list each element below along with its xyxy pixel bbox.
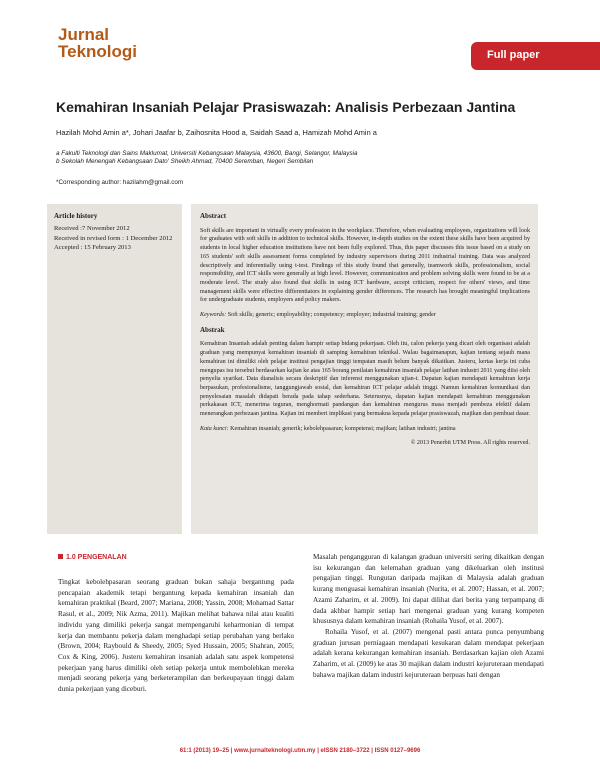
body-column-right [313,552,544,680]
history-accepted: Accepted : 15 February 2013 [54,243,131,251]
keywords-text: Soft skills; generic; employability; competency; employer; industrial training; gender [227,312,436,319]
history-received: Received :7 November 2012 [54,225,130,233]
abstract-heading: Abstract [200,212,227,220]
abstract-section [200,212,530,448]
abstract-text: Soft skills are important in virtually every profession in the workplace. Therefore, when evaluating employees, organizations will look for graduates with soft skills in addition to technical skills. However, in-depth studies on the extent these skills have been acquired by students in local higher education institutions have not been fully explored. Thus, this paper discusses this issue based on a study on 165 students' soft skills assessment forms completed by industry supervisors during 2011 industrial training. Data was analyzed descriptively and inferentially using t-test. Findings of this study found that generally, teamwork skills, professionalism, social responsibility, and ICT skills were generally at high level. However, communication and problem solving skills were found to be at a moderate level. The study also found that skills in using ICT hardware, accept criticism, respect for others' views, and time management skills were effective differentiators in explaining gender differences. The research has brought meaningful implications for undergraduate students, employers and policy makers. [200,227,530,304]
section-heading-text: 1.0 PENGENALAN [66,554,127,561]
section-heading [58,554,127,561]
abstrak-heading: Abstrak [200,325,225,334]
section-marker-icon [58,554,63,559]
badge-label: Full paper [487,49,540,61]
body-column-left [58,577,294,695]
affiliation-b: b Sekolah Menengah Kebangsaan Dato' Sheikh Ahmad, 70400 Seremban, Negeri Sembilan [56,158,314,165]
journal-logo-line2: Teknologi [58,42,138,61]
kata-kunci-text: Kemahiran insaniah; generik; kebolehpasaran; kompetensi; majikan; latihan industri; jantina [230,425,456,432]
keywords-label: Keywords: [200,312,227,319]
kata-kunci-label: Kata kunci: [200,425,229,432]
corresponding-author: *Corresponding author: hazilahm@gmail.com [56,179,184,186]
article-title: Kemahiran Insaniah Pelajar Prasiswazah: Analisis Perbezaan Jantina [56,99,516,115]
full-paper-badge [471,42,600,70]
copyright-notice: © 2013 Penerbit UTM Press. All rights reserved. [410,440,530,447]
body-paragraph-2: Rohaila Yusof, et al. (2007) mengenal pasti antara punca penyumbang graduan jurusan perniagaan mendapati kesukaran dalam mendapat pekerjaan adalah kerana kekurangan kemahiran insaniah. Berdasarkan kajian oleh Azami Zaharim, et al. (2009) ke atas 30 majikan dalam industri kejuruteraan mendapati bahawa majikan dalam industri kejuruteraan berpuas hati dengan [313,627,544,679]
affiliation-a: a Fakulti Teknologi dan Sains Maklumat, Universiti Kebangsaan Malaysia, 43600, Bangi, Selangor, Malaysia [56,150,358,157]
history-revised: Received in revised form : 1 December 2012 [54,234,173,242]
page-footer: 61:1 (2013) 19–25 | www.jurnalteknologi.utm.my | eISSN 2180–3722 | ISSN 0127–9696 [179,748,421,754]
intro-paragraph: Tingkat kebolehpasaran seorang graduan bukan sahaja bergantung pada pencapaian akademik tetapi bergantung kepada kemahiran insaniah dan kemahiran praktikal (Beard, 2007; Mariana, 2008; Yassin, 2008; Mohamad Sattar Rasul, et al., 2009; Nik Azma, 2011). Majikan melihat bahawa nilai atau kualiti individu yang dimiliki pekerja sangat mempengaruhi keharmonian di tempat kerja dan membantu pekerja dalam menghadapi setiap perubahan yang berlaku (Brown, 2004; Raybould & Sheedy, 2005; Syed Hussain, 2005; Shahran, 2005; Cox & King, 2006). Justeru kemahiran insaniah adalah satu aspek kompetensi pekerjaan yang harus dimiliki oleh setiap pekerja untuk membolehkan mereka menjadi seorang pekerja yang berketerampilan dan berkeupayaan tinggi dalam dunia pekerjaan yang diceburi. [58,578,294,694]
article-history-panel [47,204,182,534]
history-heading: Article history [54,212,98,220]
body-paragraph-1: Masalah pengangguran di kalangan graduan universiti sering dikaitkan dengan isu kekurangan dan kelemahan graduan yang dikeluarkan oleh institusi pengajian tinggi. Rungutan daripada majikan di Malaysia adalah graduan kurang menguasai kemahiran insaniah (Nurita, et al. 2007; Hassan, et al. 2007; Azami Zaharim, et al. 2009). Ini dapat dilihat dari berita yang terpampang di dada akhbar hampir setiap hari mengenai graduan yang kurang kompeten khususnya dalam kemahiran insaniah (Rohaila Yusof, et al. 2007). [313,553,544,626]
article-history [54,212,179,252]
journal-logo-line1: Jurnal [58,25,110,44]
author-list: Hazilah Mohd Amin a*, Johari Jaafar b, Zaihosnita Hood a, Saidah Saad a, Hamizah Mohd Amin a [56,128,377,137]
abstrak-text: Kemahiran Insaniah adalah penting dalam hampir setiap bidang pekerjaan. Oleh itu, calon pekerja yang dicari oleh organisasi adalah graduan yang mempunyai kemahiran insaniah di samping kemahiran teknikal. Walau bagaimanapun, kajian tentang sejauh mana kemahiran ini dimiliki oleh pelajar institusi pengajian tinggi tempatan masih belum banyak dikaitkan. Justeru, kertas kerja ini cuba mengupas isu tersebut berdasarkan kajian ke atas 165 borang penilaian kemahiran insaniah pelajar latihan industri 2011 yang diisi oleh penyelia syarikat. Data dianalisis secara deskriptif dan inferensi menggunakan ujian-t. Dapatan kajian mendapati kemahiran kerja berpasukan, profesionalisme, tanggungjawab sosial, dan kemahiran ICT pelajar adalah tinggi. Namun kemahiran komunikasi dan penyelesaian masalah didapati berada pada tahap sederhana. Seterusnya, dapatan kajian mendapati kemahiran menggunakan perkakasan ICT, menerima teguran, menghormati pandangan dan kemahiran mengurus masa menjadi pembeza efektif dalam menerangkan perbezaan jantina. Kajian ini memberi implikasi yang bermakna kepada pelajar prasiswazah, majikan dan pembuat dasar. [200,341,530,418]
